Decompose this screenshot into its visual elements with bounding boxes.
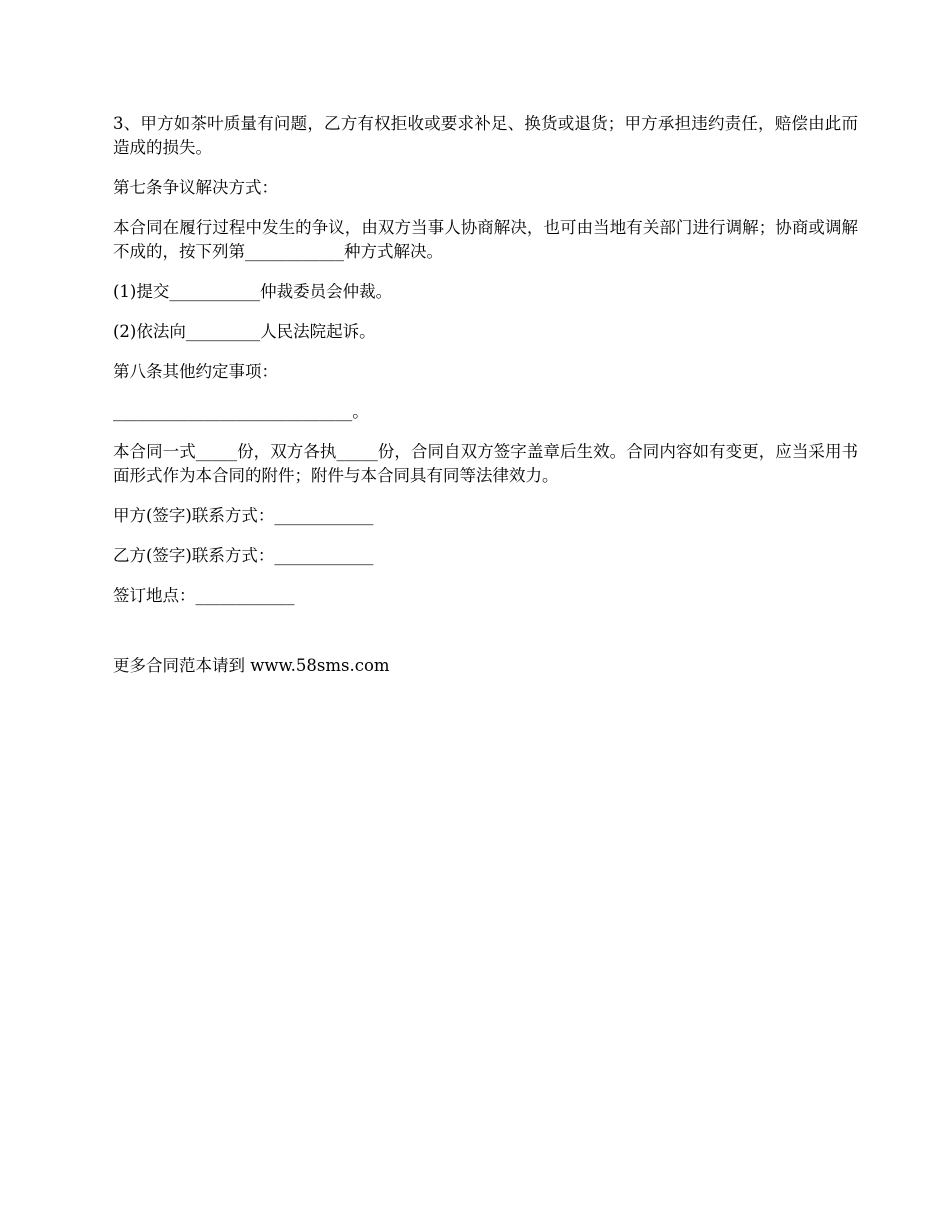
arbitration-option: (1)提交___________仲裁委员会仲裁。 xyxy=(113,282,393,301)
copies-and-validity-text: 本合同一式_____份，双方各执_____份，合同自双方签字盖章后生效。合同内容如有变更，应当采用书面形式作为本合同的附件；附件与本合同具有同等法律效力。 xyxy=(113,442,858,485)
contract-page xyxy=(113,112,858,694)
clause-3-quality-issue: 3、甲方如茶叶质量有问题，乙方有权拒收或要求补足、换货或退货；甲方承担违约责任，赔偿由此而造成的损失。 xyxy=(113,114,858,157)
party-b-signature-line: 乙方(签字)联系方式：____________ xyxy=(113,546,374,565)
party-a-signature-line: 甲方(签字)联系方式：____________ xyxy=(113,506,374,525)
dispute-resolution-text: 本合同在履行过程中发生的争议，由双方当事人协商解决，也可由当地有关部门进行调解；协商或调解不成的，按下列第____________种方式解决。 xyxy=(113,218,858,261)
article-7-heading: 第七条争议解决方式： xyxy=(113,178,278,197)
signing-place-line: 签订地点：____________ xyxy=(113,586,295,605)
spacer xyxy=(113,624,858,654)
article-8-heading: 第八条其他约定事项： xyxy=(113,362,278,381)
other-terms-blank: _____________________________。 xyxy=(113,402,369,421)
court-option: (2)依法向_________人民法院起诉。 xyxy=(113,322,376,341)
footer-more-templates: 更多合同范本请到 www.58sms.com xyxy=(113,656,390,675)
